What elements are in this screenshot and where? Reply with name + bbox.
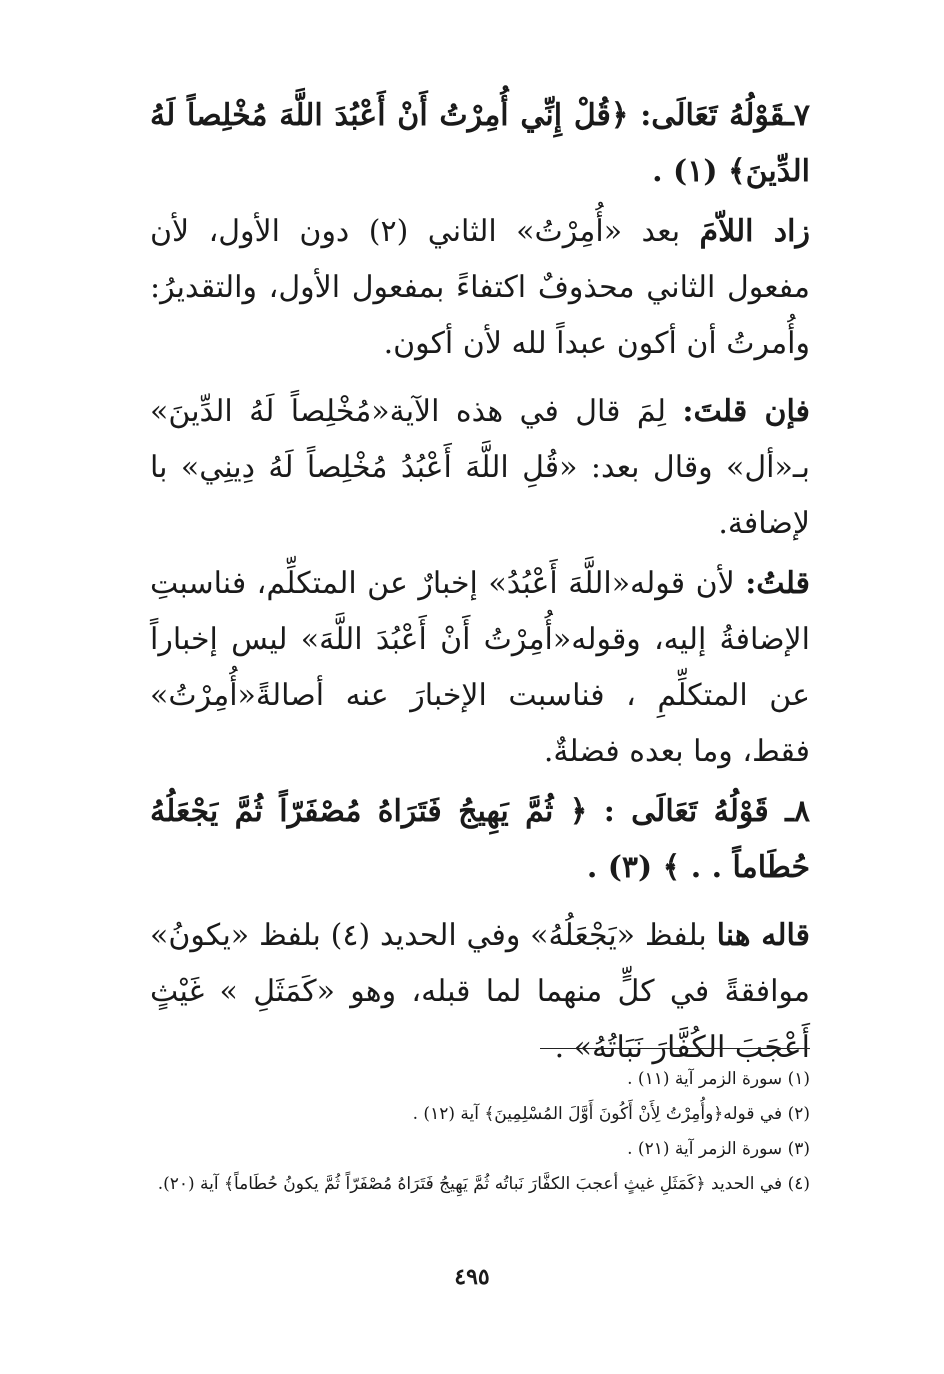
verse-text: ﴿ ثُمَّ يَهِيجُ فَتَرَاهُ مُصْفَرّاً ثُمَّ يَجْعَلُهُ حُطَاماً . . ﴾ (٣) .	[150, 794, 810, 885]
footnote-4: (٤) في الحديد ﴿كَمَثَلِ غيثٍ أعجبَ الكفَّارَ نَباتُه ثُمَّ يَهِيجُ فَتَرَاهُ مُصْفَرّاً ثُمَّ يكونُ حُطَاماً﴾ آية (٢٠).	[157, 1174, 810, 1194]
verse-lead: ٨ـ قَوْلُهُ تَعَالَى :	[603, 794, 810, 829]
footnote-2: (٢) في قوله﴿وأُمِرْتُ لِأَنْ أَكُونَ أَوَّلَ المُسْلِمِينَ﴾ آية (١٢) .	[412, 1104, 810, 1124]
footnote-1: (١) سورة الزمر آية (١١) .	[627, 1069, 810, 1089]
footnote-divider	[540, 1048, 810, 1049]
page-number: ٤٩٥	[454, 1264, 490, 1290]
verse-text: ﴿قُلْ إِنِّي أُمِرْتُ أَنْ أَعْبُدَ اللَّهَ مُخْلِصاً لَهُ الدِّينَ﴾ (١) .	[150, 98, 810, 189]
paragraph-text: لِمَ قال في هذه الآية«مُخْلِصاً لَهُ الدِّينَ» بـ«أل» وقال بعد: «قُلِ اللَّهَ أَعْبُدُ مُخْلِصاً لَهُ دِينِي» با لإضافة.	[150, 394, 810, 541]
paragraph-text: لأن قوله«اللَّهَ أَعْبُدُ» إخبارٌ عن المتكلِّم، فناسبتِ الإضافةُ إليه، وقوله«أُمِرْتُ أَنْ أَعْبُدَ اللَّهَ» ليس إخباراً عن المتكلِّمِ ، فناسبت الإخبارَ عنه أصالةً«أُمِرْتُ» فقط، وما بعده فضلةٌ.	[150, 566, 810, 769]
verse-item-7	[150, 88, 810, 200]
verse-lead: ٧ـقَوْلُهُ تَعَالَى:	[640, 98, 810, 133]
paragraph-lead: فإن قلتَ:	[682, 394, 810, 429]
paragraph-lead: قلتُ:	[745, 566, 810, 601]
footnote-3: (٣) سورة الزمر آية (٢١) .	[627, 1139, 810, 1159]
paragraph-lead: قاله هنا	[716, 918, 810, 953]
page-body	[150, 88, 810, 1088]
commentary-paragraph	[150, 908, 810, 1076]
question-paragraph	[150, 384, 810, 552]
paragraph-text: بلفظ «يَجْعَلُهُ» وفي الحديد (٤) بلفظ «يكونُ» موافقةً في كلٍّ منهما لما قبله، وهو «كَمَثَلِ » غَيْثٍ أَعْجَبَ الكُفَّارَ نَبَاتُهُ» .	[150, 918, 810, 1065]
paragraph-text: بعد «أُمِرْتُ» الثاني (٢) دون الأول، لأن مفعول الثاني محذوفٌ اكتفاءً بمفعول الأول، والتقديرُ: وأُمرتُ أن أكون عبداً لله لأن أكون.	[150, 214, 810, 361]
answer-paragraph	[150, 556, 810, 780]
verse-item-8	[150, 784, 810, 896]
footnotes	[150, 1064, 810, 1204]
commentary-paragraph	[150, 204, 810, 372]
paragraph-lead: زاد اللاّمَ	[699, 214, 810, 249]
